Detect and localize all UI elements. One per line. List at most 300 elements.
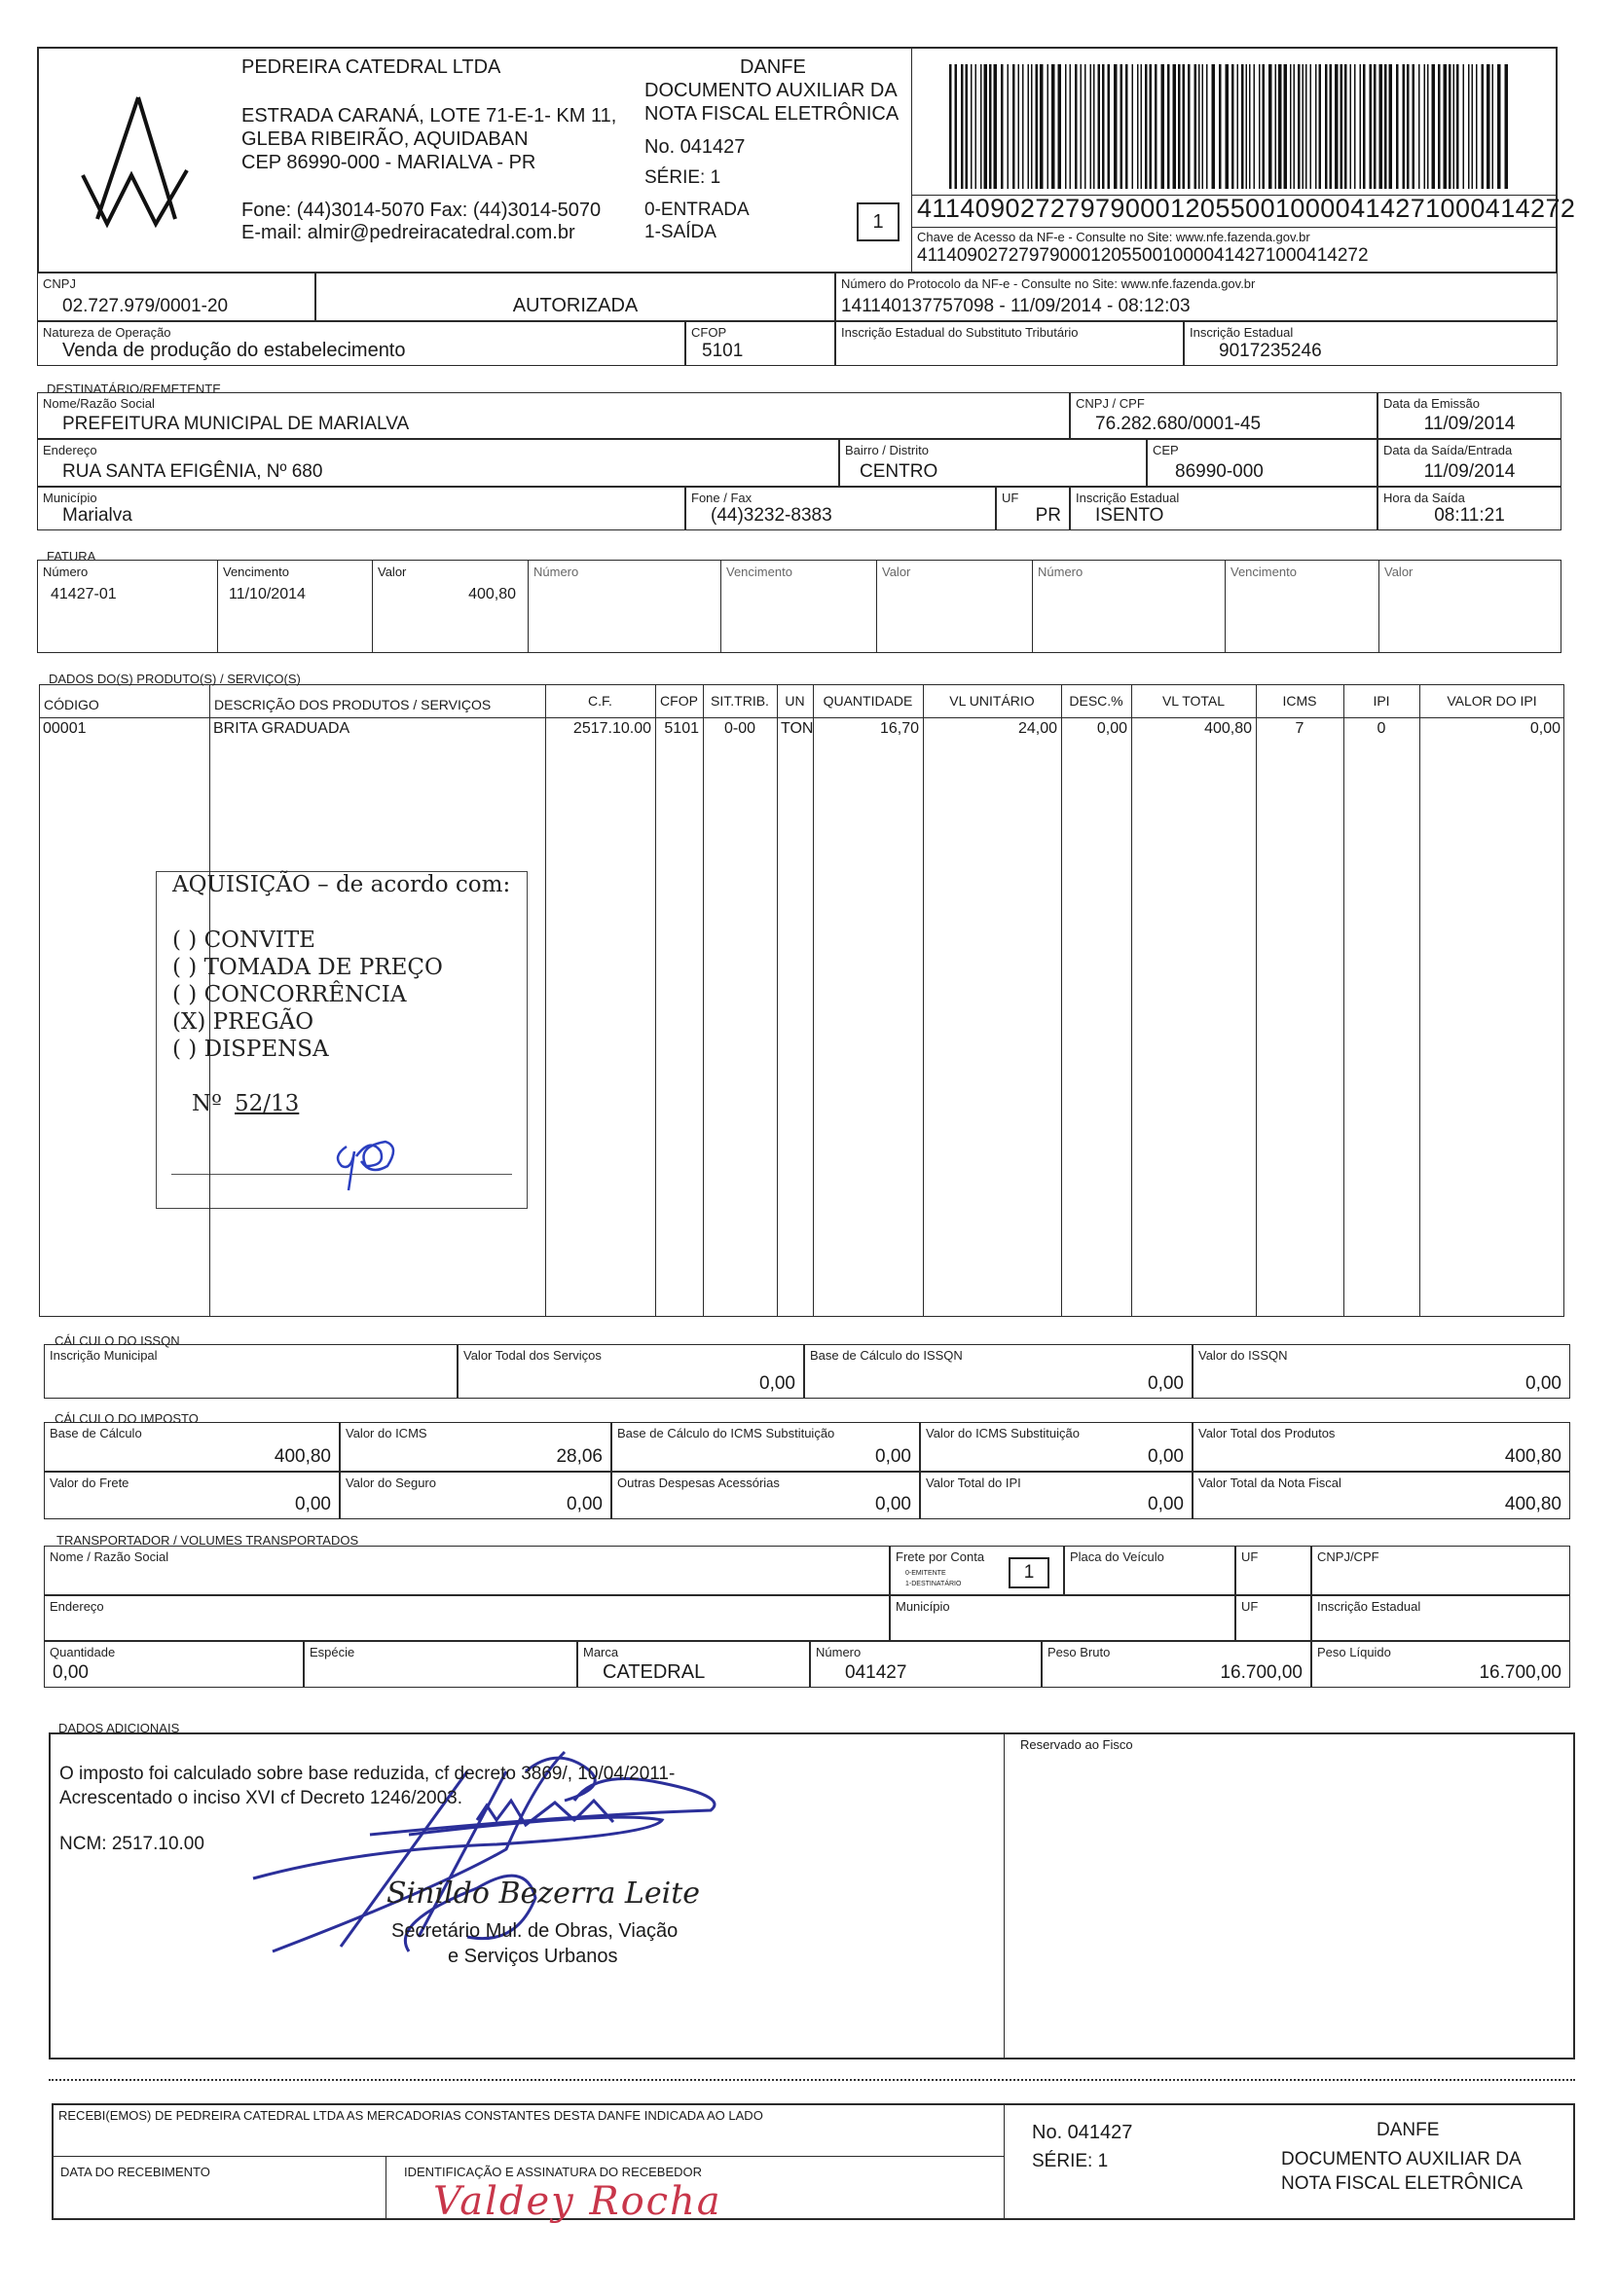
volume-number-value: 041427 — [845, 1662, 907, 1683]
carrier-uf-label: UF — [1241, 1599, 1259, 1614]
product-cell: 0,00 — [1529, 720, 1561, 737]
barcode-bar — [1418, 64, 1420, 189]
barcode-bar — [949, 64, 952, 189]
access-key-label: Chave de Acesso da NF-e - Consulte no Site: www.nfe.fazenda.gov.br — [917, 230, 1310, 244]
issqn-value-value: 0,00 — [1525, 1373, 1561, 1394]
products-column-divider — [545, 684, 546, 1317]
barcode-bar — [1290, 64, 1292, 189]
barcode-bar — [1482, 64, 1485, 189]
volume-species — [304, 1641, 577, 1688]
tax-icms-label: Valor do ICMS — [346, 1426, 427, 1440]
carrier-city-label: Município — [896, 1599, 950, 1614]
recipient-name-value: PREFEITURA MUNICIPAL DE MARIALVA — [62, 414, 410, 434]
stamp-title: AQUISIÇÃO – de acordo com: — [172, 872, 511, 897]
barcode-bar — [994, 64, 998, 189]
products-column-header: VL TOTAL — [1161, 693, 1226, 709]
authorization-status — [315, 273, 835, 321]
exit-date-label: Data da Saída/Entrada — [1383, 443, 1513, 457]
volume-quantity-value: 0,00 — [53, 1662, 89, 1683]
product-cell: 0,00 — [1096, 720, 1127, 737]
barcode-bar — [1363, 64, 1366, 189]
recipient-cnpj — [1070, 392, 1377, 439]
receipt-danfe-title: DANFE — [1377, 2120, 1440, 2140]
barcode-bar — [1241, 64, 1244, 189]
barcode-bar — [1137, 64, 1139, 189]
receiver-signature: Valdey Rocha — [433, 2179, 722, 2224]
barcode-bar — [1360, 64, 1362, 189]
recipient-address-value: RUA SANTA EFIGÊNIA, Nº 680 — [62, 461, 323, 482]
entry-option: 0-ENTRADA — [644, 200, 750, 220]
barcode-bar — [1294, 64, 1296, 189]
freight-value-box: 1 — [1009, 1557, 1049, 1588]
carrier-address-label: Endereço — [50, 1599, 104, 1614]
stamp-option: ( ) CONCORRÊNCIA — [172, 982, 407, 1007]
barcode-bar — [1194, 64, 1197, 189]
volume-quantity-label: Quantidade — [50, 1645, 116, 1659]
recipient-cnpj-value: 76.282.680/0001-45 — [1095, 414, 1262, 434]
issuer-ie-label: Inscrição Estadual — [1190, 325, 1294, 340]
barcode-bar — [1206, 64, 1208, 189]
barcode-bar — [1125, 64, 1128, 189]
issue-date-value: 11/09/2014 — [1423, 414, 1516, 434]
barcode-bar — [1036, 64, 1039, 189]
receipt-text: RECEBI(EMOS) DE PEDREIRA CATEDRAL LTDA AS MERCADORIAS CONSTANTES DESTA DANFE INDICADA AO LADO — [58, 2108, 763, 2123]
carrier-ie-label: Inscrição Estadual — [1317, 1599, 1421, 1614]
fatura-due-label: Vencimento — [223, 565, 289, 579]
product-cell: 400,80 — [1204, 720, 1252, 737]
barcode-bar — [1278, 64, 1282, 189]
fatura-divider — [720, 560, 721, 653]
access-key-value: 41140902727979000120550010000414271000414272 — [917, 245, 1369, 266]
tax-products-total — [1193, 1422, 1570, 1472]
fatura-number-label: Número — [43, 565, 89, 579]
signer-name: Sinildo Bezerra Leite — [386, 1877, 701, 1911]
company-address-line1: ESTRADA CARANÁ, LOTE 71-E-1- KM 11, — [241, 105, 617, 127]
barcode-bar — [1298, 64, 1301, 189]
recipient-cep-value: 86990-000 — [1175, 461, 1264, 482]
barcode-digits: 41140902727979000120550010000414271000414272 — [917, 194, 1576, 223]
product-cell: TON — [781, 720, 814, 737]
barcode-bar — [1047, 64, 1049, 189]
barcode-bar — [1150, 64, 1153, 189]
barcode-bar — [1008, 64, 1010, 189]
barcode-bar — [1188, 64, 1191, 189]
tax-ipi-value: 0,00 — [1148, 1494, 1184, 1514]
barcode-bar — [1022, 64, 1024, 189]
products-column-divider — [1419, 684, 1420, 1317]
net-weight-label: Peso Líquido — [1317, 1645, 1391, 1659]
services-total-label: Valor Todal dos Serviços — [463, 1348, 602, 1363]
barcode-bar — [1497, 64, 1501, 189]
recipient-city-value: Marialva — [62, 505, 132, 526]
signer-title-line1: Secretário Mul. de Obras, Viação — [391, 1920, 679, 1942]
barcode-bar — [1012, 64, 1015, 189]
danfe-number: No. 041427 — [644, 136, 746, 158]
fatura-divider — [876, 560, 877, 653]
barcode-bar — [1427, 64, 1429, 189]
issqn-value — [1193, 1344, 1570, 1399]
barcode-bar — [1070, 64, 1072, 189]
products-column-divider — [703, 684, 704, 1317]
issuer-cnpj-value: 02.727.979/0001-20 — [62, 296, 229, 316]
operation-nature — [37, 321, 685, 366]
tax-products-total-value: 400,80 — [1504, 1446, 1561, 1467]
fisco-reserved-label: Reservado ao Fisco — [1020, 1737, 1133, 1752]
company-address-line3: CEP 86990-000 - MARIALVA - PR — [241, 152, 536, 173]
products-column-header: UN — [785, 693, 805, 709]
recipient-uf — [996, 487, 1070, 530]
product-cell: 16,70 — [879, 720, 919, 737]
barcode-bar — [1449, 64, 1451, 189]
recipient-uf-label: UF — [1002, 491, 1019, 505]
barcode-bar — [1098, 64, 1101, 189]
products-column-header: SIT.TRIB. — [711, 693, 769, 709]
recipient-district-value: CENTRO — [860, 461, 938, 482]
barcode-bar — [1370, 64, 1373, 189]
section-transporte: TRANSPORTADOR / VOLUMES TRANSPORTADOS — [56, 1533, 359, 1548]
freight-option-0: 0-EMITENTE — [905, 1570, 946, 1577]
fatura-divider — [1032, 560, 1033, 653]
tax-freight — [44, 1472, 340, 1519]
products-column-header: DESC.% — [1069, 693, 1123, 709]
carrier-address — [44, 1595, 890, 1641]
exit-time-label: Hora da Saída — [1383, 491, 1465, 505]
barcode-bar — [961, 64, 964, 189]
tax-icms-st-value: 0,00 — [1148, 1446, 1184, 1467]
barcode-bar — [1468, 64, 1470, 189]
barcode-bar — [1438, 64, 1441, 189]
barcode-bar — [1108, 64, 1111, 189]
barcode-bar — [1231, 64, 1234, 189]
products-header-divider — [39, 717, 1564, 718]
barcode-bar — [984, 64, 988, 189]
issue-date — [1377, 392, 1561, 439]
danfe-series: SÉRIE: 1 — [644, 167, 721, 188]
protocol-number — [835, 273, 1558, 321]
barcode-bar — [1350, 64, 1352, 189]
carrier-ie — [1311, 1595, 1570, 1641]
barcode-bar — [1487, 64, 1490, 189]
fatura-value-label: Valor — [882, 565, 911, 579]
products-column-divider — [813, 684, 814, 1317]
danfe-title: DANFE — [740, 56, 806, 78]
products-column-header: CFOP — [660, 693, 698, 709]
fatura-divider — [372, 560, 373, 653]
danfe-subtitle-line2: NOTA FISCAL ELETRÔNICA — [644, 103, 900, 125]
volume-brand-label: Marca — [583, 1645, 619, 1659]
barcode-bar — [1155, 64, 1157, 189]
barcode-bar — [1081, 64, 1083, 189]
products-column-divider — [1343, 684, 1344, 1317]
barcode-bar — [1303, 64, 1304, 189]
tax-insurance-label: Valor do Seguro — [346, 1476, 436, 1490]
barcode — [949, 64, 1514, 189]
gross-weight-label: Peso Bruto — [1047, 1645, 1111, 1659]
tax-products-total-label: Valor Total dos Produtos — [1198, 1426, 1336, 1440]
header-cfop — [685, 321, 835, 366]
barcode-bar — [1319, 64, 1322, 189]
fatura-number: 41427-01 — [51, 586, 117, 602]
carrier-cnpj — [1311, 1546, 1570, 1595]
barcode-bar — [1344, 64, 1347, 189]
products-column-header: VALOR DO IPI — [1447, 693, 1537, 709]
recipient-cnpj-label: CNPJ / CPF — [1076, 396, 1145, 411]
barcode-bar — [1018, 64, 1020, 189]
fatura-divider — [217, 560, 218, 653]
fatura-due: 11/10/2014 — [229, 586, 306, 602]
additional-info-line2: Acrescentado o inciso XVI cf Decreto 1246/2003. — [59, 1788, 463, 1808]
fatura-divider — [528, 560, 529, 653]
barcode-bar — [1384, 64, 1387, 189]
section-issqn: CÁLCULO DO ISSQN — [55, 1333, 180, 1348]
exit-option: 1-SAÍDA — [644, 222, 716, 242]
issqn-value-label: Valor do ISSQN — [1198, 1348, 1288, 1363]
tax-invoice-total-value: 400,80 — [1504, 1494, 1561, 1514]
vehicle-uf-label: UF — [1241, 1549, 1259, 1564]
issqn-base-value: 0,00 — [1148, 1373, 1184, 1394]
header-cfop-label: CFOP — [691, 325, 727, 340]
exit-date — [1377, 439, 1561, 487]
recipient-name-label: Nome/Razão Social — [43, 396, 155, 411]
barcode-bar — [1389, 64, 1393, 189]
section-imposto: CÁLCULO DO IMPOSTO — [55, 1411, 199, 1426]
tax-base-label: Base de Cálculo — [50, 1426, 142, 1440]
recipient-name — [37, 392, 1070, 439]
recipient-ie-label: Inscrição Estadual — [1076, 491, 1180, 505]
services-total — [458, 1344, 804, 1399]
barcode-bar — [1492, 64, 1494, 189]
issuer-ie — [1184, 321, 1558, 366]
fatura-value-label: Valor — [378, 565, 407, 579]
stamp-option: ( ) TOMADA DE PREÇO — [172, 955, 443, 980]
barcode-bar — [1075, 64, 1078, 189]
barcode-bar — [1472, 64, 1474, 189]
barcode-bar — [1403, 64, 1406, 189]
barcode-bar — [980, 64, 982, 189]
section-destinatario: DESTINATÁRIO/REMETENTE — [47, 382, 221, 396]
tax-ipi — [920, 1472, 1193, 1519]
tax-base — [44, 1422, 340, 1472]
stamp-number: 52/13 — [235, 1091, 300, 1116]
stamp-option-selected: (X) PREGÃO — [172, 1009, 314, 1035]
section-fatura: FATURA — [47, 549, 96, 564]
products-column-header: VL UNITÁRIO — [949, 693, 1035, 709]
exit-time-value: 08:11:21 — [1434, 505, 1505, 526]
receipt-series: SÉRIE: 1 — [1032, 2151, 1109, 2171]
products-column-divider — [923, 684, 924, 1317]
products-column-header: C.F. — [588, 693, 612, 709]
barcode-bar — [966, 64, 969, 189]
barcode-bar — [1001, 64, 1004, 189]
recipient-ie-value: ISENTO — [1095, 505, 1164, 526]
freight-option-1: 1-DESTINATÁRIO — [905, 1581, 962, 1587]
carrier-name — [44, 1546, 890, 1595]
danfe-subtitle-line1: DOCUMENTO AUXILIAR DA — [644, 80, 898, 101]
net-weight — [1311, 1641, 1570, 1688]
barcode-bar — [1354, 64, 1356, 189]
receipt-date-field[interactable]: DATA DO RECEBIMENTO — [60, 2165, 210, 2179]
tax-insurance — [340, 1472, 611, 1519]
receipt-dashed-separator — [49, 2079, 1575, 2081]
municipal-registration — [44, 1344, 458, 1399]
barcode-bar — [1173, 64, 1177, 189]
barcode-bar — [1132, 64, 1134, 189]
fisco-divider — [1004, 1732, 1005, 2059]
recipient-address-label: Endereço — [43, 443, 97, 457]
ie-substitute — [835, 321, 1184, 366]
product-cell: 5101 — [664, 720, 699, 737]
tax-base-value: 400,80 — [274, 1446, 331, 1467]
barcode-bar — [1246, 64, 1248, 189]
gross-weight — [1042, 1641, 1311, 1688]
barcode-bar — [1102, 64, 1105, 189]
net-weight-value: 16.700,00 — [1479, 1662, 1561, 1683]
company-name: PEDREIRA CATEDRAL LTDA — [241, 56, 501, 78]
products-column-divider — [1061, 684, 1062, 1317]
recipient-phone-label: Fone / Fax — [691, 491, 753, 505]
recipient-ie — [1070, 487, 1377, 530]
barcode-bar — [1330, 64, 1333, 189]
issue-date-label: Data da Emissão — [1383, 396, 1480, 411]
carrier-name-label: Nome / Razão Social — [50, 1549, 169, 1564]
barcode-bar — [1028, 64, 1030, 189]
barcode-bar — [1413, 64, 1415, 189]
barcode-bar — [1374, 64, 1377, 189]
exit-date-value: 11/09/2014 — [1423, 461, 1516, 482]
recipient-district — [839, 439, 1147, 487]
barcode-bar — [1432, 64, 1436, 189]
barcode-bar — [989, 64, 992, 189]
barcode-bar — [1305, 64, 1307, 189]
barcode-bar — [1249, 64, 1251, 189]
product-cell: 2517.10.00 — [572, 720, 651, 737]
barcode-bar — [1084, 64, 1086, 189]
barcode-bar — [955, 64, 958, 189]
tax-icms-value: 28,06 — [556, 1446, 603, 1467]
barcode-bar — [1456, 64, 1459, 189]
protocol-number-value: 141140137757098 - 11/09/2014 - 08:12:03 — [841, 296, 1191, 316]
stamp-option: ( ) CONVITE — [172, 928, 315, 953]
barcode-bar — [1219, 64, 1222, 189]
volume-number — [810, 1641, 1042, 1688]
barcode-bar — [1453, 64, 1455, 189]
barcode-bar — [1141, 64, 1143, 189]
vehicle-uf — [1235, 1546, 1311, 1595]
freight-responsibility-label: Frete por Conta — [896, 1549, 985, 1564]
header-cfop-value: 5101 — [702, 341, 744, 361]
receipt-number: No. 041427 — [1032, 2122, 1133, 2143]
barcode-bar — [1325, 64, 1328, 189]
barcode-bar — [1379, 64, 1383, 189]
barcode-bar — [1031, 64, 1033, 189]
services-total-value: 0,00 — [759, 1373, 795, 1394]
fatura-number-label: Número — [533, 565, 579, 579]
recipient-city-label: Município — [43, 491, 97, 505]
products-column-divider — [777, 684, 778, 1317]
recipient-cep-label: CEP — [1153, 443, 1179, 457]
volume-quantity — [44, 1641, 304, 1688]
vehicle-plate — [1064, 1546, 1235, 1595]
barcode-bar — [971, 64, 973, 189]
barcode-bar — [1310, 64, 1312, 189]
fatura-divider — [1378, 560, 1379, 653]
barcode-bar — [1407, 64, 1410, 189]
operation-nature-label: Natureza de Operação — [43, 325, 171, 340]
products-column-header: QUANTIDADE — [823, 693, 913, 709]
stamp-number-label: Nº — [192, 1091, 222, 1116]
barcode-bar — [1183, 64, 1186, 189]
products-column-header: IPI — [1373, 693, 1390, 709]
fatura-due-label: Vencimento — [1230, 565, 1297, 579]
product-cell: 7 — [1295, 720, 1304, 737]
product-cell: 0-00 — [723, 720, 756, 737]
volume-brand — [577, 1641, 810, 1688]
tax-ipi-label: Valor Total do IPI — [926, 1476, 1021, 1490]
products-column-header: ICMS — [1282, 693, 1317, 709]
receipt-danfe-subtitle-line1: DOCUMENTO AUXILIAR DA — [1281, 2149, 1522, 2169]
products-column-divider — [1256, 684, 1257, 1317]
barcode-bar — [1424, 64, 1426, 189]
tax-other-label: Outras Despesas Acessórias — [617, 1476, 780, 1490]
barcode-bar — [1254, 64, 1256, 189]
barcode-bar — [1212, 64, 1216, 189]
volume-species-label: Espécie — [310, 1645, 355, 1659]
product-cell: 24,00 — [1017, 720, 1057, 737]
tax-base-st-label: Base de Cálculo do ICMS Substituição — [617, 1426, 835, 1440]
barcode-bar — [1065, 64, 1067, 189]
receipt-danfe-subtitle-line2: NOTA FISCAL ELETRÔNICA — [1281, 2173, 1524, 2194]
recipient-address — [37, 439, 839, 487]
section-produtos: DADOS DO(S) PRODUTO(S) / SERVIÇO(S) — [49, 672, 301, 686]
barcode-bar — [1161, 64, 1165, 189]
barcode-bar — [1145, 64, 1148, 189]
tax-other — [611, 1472, 920, 1519]
volume-number-label: Número — [816, 1645, 862, 1659]
barcode-bar — [1263, 64, 1266, 189]
barcode-bar — [1058, 64, 1062, 189]
barcode-bar — [1120, 64, 1123, 189]
exit-time — [1377, 487, 1561, 530]
tax-icms-st — [920, 1422, 1193, 1472]
products-column-header: CÓDIGO — [44, 697, 99, 712]
products-table — [39, 684, 1564, 1317]
products-column-divider — [655, 684, 656, 1317]
tax-icms — [340, 1422, 611, 1472]
barcode-bar — [1341, 64, 1343, 189]
section-adicionais: DADOS ADICIONAIS — [58, 1721, 180, 1735]
fatura-due-label: Vencimento — [726, 565, 792, 579]
tax-base-st — [611, 1422, 920, 1472]
recipient-phone-value: (44)3232-8383 — [711, 505, 832, 526]
barcode-bar — [1093, 64, 1095, 189]
issuer-ie-value: 9017235246 — [1219, 341, 1322, 361]
fatura-divider — [1225, 560, 1226, 653]
receipt-signature-field[interactable]: IDENTIFICAÇÃO E ASSINATURA DO RECEBEDOR — [404, 2165, 703, 2179]
carrier-city — [890, 1595, 1235, 1641]
product-cell: 0 — [1377, 720, 1386, 737]
tax-icms-st-label: Valor do ICMS Substituição — [926, 1426, 1080, 1440]
barcode-bar — [1463, 64, 1465, 189]
company-phone: Fone: (44)3014-5070 Fax: (44)3014-5070 — [241, 200, 602, 221]
product-cell: BRITA GRADUADA — [213, 720, 350, 737]
fatura-value: 400,80 — [468, 586, 516, 602]
recipient-district-label: Bairro / Distrito — [845, 443, 929, 457]
ncm-code: NCM: 2517.10.00 — [59, 1834, 204, 1854]
barcode-bar — [1167, 64, 1170, 189]
barcode-bar — [1284, 64, 1288, 189]
recipient-uf-value: PR — [1035, 505, 1061, 526]
tax-invoice-total-label: Valor Total da Nota Fiscal — [1198, 1476, 1341, 1490]
